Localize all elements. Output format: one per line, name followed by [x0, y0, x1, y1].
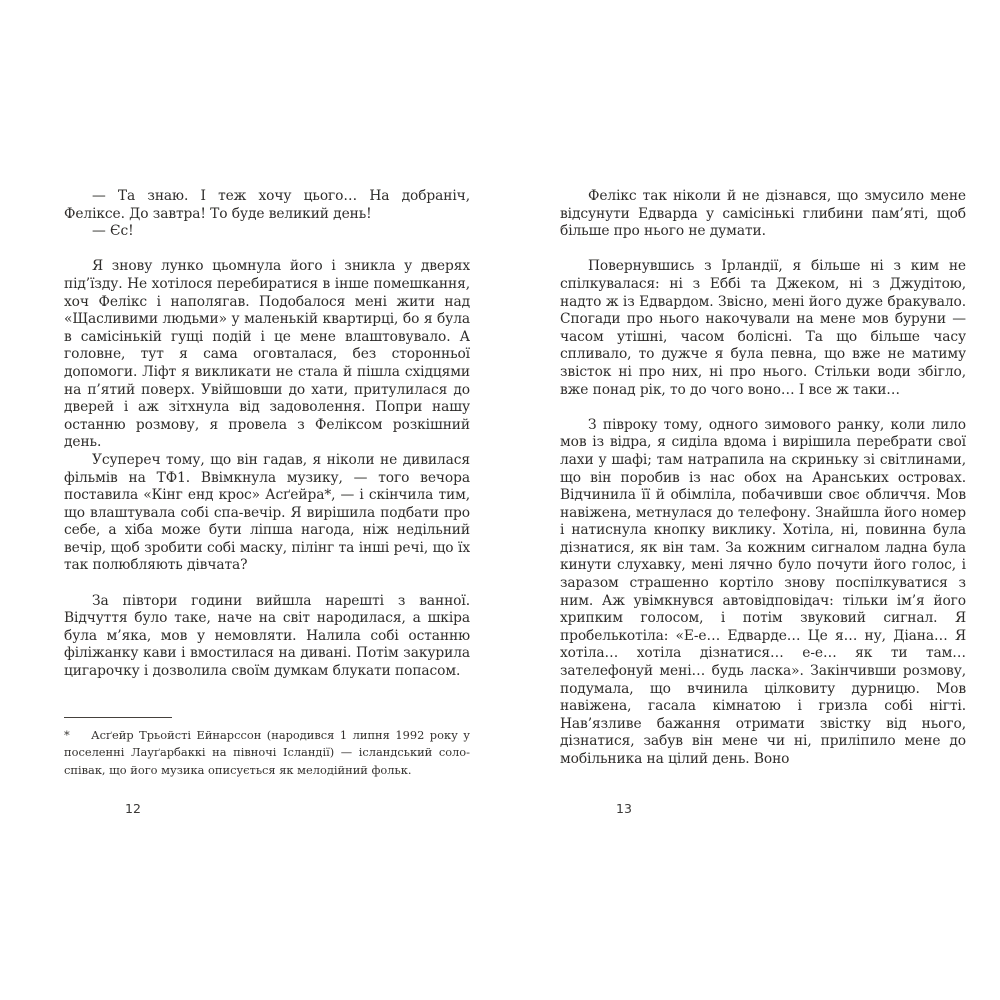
footnote-text: Асґейр Трьойсті Ейнарссон (народився 1 липня 1992 року у поселенні Лауґарбаккі на півночі Ісландії) — ісландський соло-співак, що його музика описується як мелодійний фольк.	[64, 728, 470, 777]
paragraph: — Єс!	[92, 223, 134, 240]
page-number-right: 13	[616, 801, 632, 816]
paragraph: Усупереч тому, що він гадав, я ніколи не дивилася фільмів на ТФ1. Ввімкнула музику, — того вечора поставила «Кінг енд крос» Асґейра*, — і скінчила тим, що влаштувала собі спа-вечір. Я вирішила подбати про себе, а хіба може бути ліпша нагода, ніж недільний вечір, щоб зробити собі маску, пілінг та інші речі, що їх так полюбляють дівчата?	[64, 451, 470, 574]
paragraph: Я знову лунко цьомнула його і зникла у дверях під’їзду. Не хотілося перебиратися в інше помешкання, хоч Фелікс і наполягав. Подобалося мені жити над «Щасливими людьми» у маленькій квартирці, бо я була в самісінькій гущі подій і це мене влаштовувало. А головне, тут я сама оговталася, без сторонньої допомоги. Ліфт я викликати не стала й пішла східцями на п’ятий поверх. Увійшовши до хати, притулилася до дверей і аж зітхнула від задоволення. Попри нашу останню розмову, я провела з Феліксом розкішний день.	[64, 258, 470, 451]
footnote	[64, 727, 470, 779]
paragraph: Фелікс так ніколи й не дізнався, що змусило мене відсунути Едварда у самісінькі глибини пам’яті, щоб більше про нього не думати.	[560, 188, 966, 240]
paragraph: З півроку тому, одного зимового ранку, коли лило мов із відра, я сиділа вдома і вирішила перебрати свої лахи у шафі; там натрапила на скриньку зі світлинами, що він поробив із нас обох на Аранських островах. Відчинила її й обімліла, побачивши своє обличчя. Мов навіжена, метнулася до телефону. Знайшла його номер і натиснула кнопку виклику. Хотіла, ні, повинна була дізнатися, як він там. За кожним сигналом ладна була кинути слухавку, мені лячно було почути його голос, і заразом страшенно кортіло знову поспілкуватися з ним. Аж увімкнувся автовідповідач: тільки ім’я його хрипким голосом, і потім звуковий сигнал. Я пробелькотіла: «Е-е… Едварде… Це я… ну, Діана… Я хотіла… хотіла дізнатися… е-е… як ти там… зателефонуй мені… будь ласка». Закінчивши розмову, подумала, що вчинила цілковиту дурницю. Мов навіжена, гасала кімнатою і гризла собі нігті. Нав’язливе бажання отримати звістку від нього, дізнатися, забув він мене чи ні, приліпило мене до мобільника на цілий день. Воно	[560, 416, 966, 767]
page-number-left: 12	[125, 801, 141, 816]
footnote-divider	[64, 717, 172, 718]
footnote-marker: *	[64, 728, 70, 742]
paragraph: За півтори години вийшла нарешті з ванної. Відчуття було таке, наче на світ народилася, а шкіра була м’яка, мов у немовляти. Налила собі останню філіжанку кави і вмостилася на дивані. Потім закурила цигарочку і дозволила своїм думкам блукати попасом.	[64, 592, 470, 680]
page-right-text-column	[560, 188, 966, 769]
paragraph: — Та знаю. І теж хочу цього… На добраніч, Феліксе. До завтра! То буде великий день!	[64, 188, 470, 222]
page-left-text-column	[64, 188, 470, 681]
paragraph: Повернувшись з Ірландії, я більше ні з ким не спілкувалася: ні з Еббі та Джеком, ні з Джудітою, надто ж із Едвардом. Звісно, мені його дуже бракувало. Спогади про нього накочували на мене мов буруни — часом утішні, часом болісні. Та що більше часу спливало, то дужче я була певна, що вже не матиму звісток ні про них, ні про нього. Стільки води збігло, вже понад рік, то до чого воно… І все ж таки…	[560, 258, 966, 398]
